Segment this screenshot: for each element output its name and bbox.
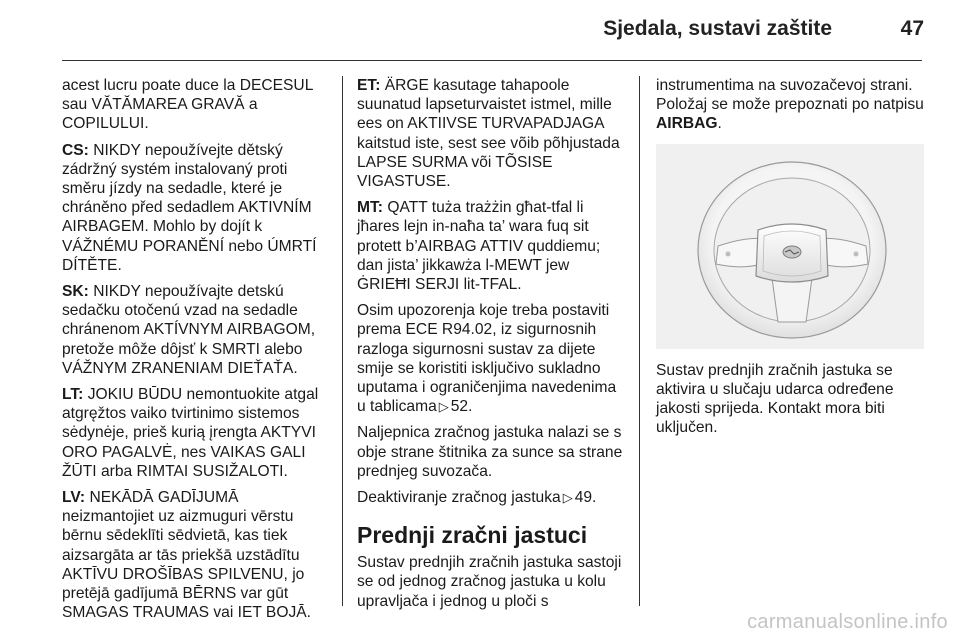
- watermark: carmanualsonline.info: [747, 611, 948, 633]
- warning-text: JOKIU BŪDU nemontuokite atgal atgręžtos vaiko tvirtinimo sistemos sėdynėje, prieš kurią įrengta AKTYVI ORO PAGALVĖ, nes VAIKAS GALI ŽŪTI arba RIMTAI SUSIŽALOTI.: [62, 386, 319, 480]
- deactivation-paragraph: [357, 488, 623, 507]
- text-column-2: [357, 76, 623, 618]
- warning-lt: [62, 385, 328, 481]
- warning-text: NIKDY nepoužívajte detskú sedačku otočenú vzad na sedadle chránenom AKTÍVNYM AIRBAGOM, pretože môže dôjsť k SMRTI alebo VÁŽNYM ZRANENIAM DIEŤAŤA.: [62, 283, 316, 377]
- page-reference-link[interactable]: 52.: [450, 398, 473, 416]
- header-rule: [62, 60, 922, 61]
- language-code: ET:: [357, 77, 381, 94]
- language-code: LV:: [62, 489, 86, 507]
- intro-paragraph: acest lucru poate duce la DECESUL sau VĂTĂMAREA GRAVĂ a COPILULUI.: [62, 77, 313, 133]
- page-reference-link[interactable]: 49.: [574, 489, 597, 507]
- language-code: MT:: [357, 199, 383, 217]
- page-number: 47: [900, 17, 924, 40]
- section-heading: Prednji zračni jastuci: [357, 522, 588, 549]
- page-ref-triangle-icon: ▷: [438, 399, 449, 415]
- paragraph-text: instrumentima na suvozačevoj strani. Položaj se može prepoznati po natpisu: [656, 77, 924, 114]
- section-paragraph: Sustav prednjih zračnih jastuka sastoji se od jednog zračnog jastuka u kolu upravljača i jednog u ploči s: [357, 554, 622, 610]
- airbag-label-paragraph: Naljepnica zračnog jastuka nalazi se s obje strane štitnika za sunce sa strane prednjeg suvozača.: [357, 424, 623, 480]
- page-ref-triangle-icon: ▷: [562, 490, 573, 506]
- language-code: CS:: [62, 141, 89, 159]
- column-divider-2: [639, 76, 640, 606]
- warning-sk: [62, 282, 328, 378]
- steering-wheel-figure: [656, 144, 924, 349]
- airbag-activation-paragraph: Sustav prednjih zračnih jastuka se aktivira u slučaju udarca određene jakosti sprijeda. Kontakt mora biti uključen.: [656, 361, 894, 437]
- airbag-inscription: AIRBAG: [656, 115, 718, 133]
- text-column-3: [656, 76, 924, 444]
- warning-cs: [62, 141, 328, 275]
- warning-text: QATT tuża trażżin għat-tfal li jħares lejn in-naħa ta’ wara fuq sit protett b’AIRBAG ATTIV quddiemu; dan jista’ jikkawża l-MEWT jew ĠRIEĦI SERJI lit-TFAL.: [357, 199, 601, 294]
- header-title: Sjedala, sustavi zaštite: [603, 17, 832, 40]
- steering-wheel-illustration: [656, 144, 924, 349]
- sentence-end: .: [717, 115, 722, 133]
- language-code: SK:: [62, 283, 89, 301]
- child-restraint-paragraph: [357, 301, 623, 416]
- paragraph-text: Osim upozorenja koje treba postaviti prema ECE R94.02, iz sigurnosnih razloga sigurnosni sustav za dijete smije se koristiti isključivo sukladno uputama i ograničenjima navedenima u tablicama: [357, 302, 617, 416]
- airbag-location-paragraph: [656, 76, 924, 134]
- language-code: LT:: [62, 386, 84, 404]
- column-divider-1: [342, 76, 343, 606]
- warning-text: ÄRGE kasutage tahapoole suunatud lapseturvaistet istmel, mille ees on AKTIIVSE TURVAPADJAGA kaitstud iste, sest see võib põhjustada LAPSE SURMA või TÕSISE VIGASTUSE.: [357, 77, 620, 191]
- warning-text: NEKĀDĀ GADĪJUMĀ neizmantojiet uz aizmuguri vērstu bērnu sēdeklīti sēdvietā, kas tiek aizsargāta ar tās priekšā uzstādītu AKTĪVU DROŠĪBAS SPILVENU, jo pretējā gadījumā BĒRNS var gūt SMAGAS TRAUMAS vai IET BOJĀ.: [62, 489, 311, 622]
- text-column-1: [62, 76, 328, 629]
- paragraph-text: Deaktiviranje zračnog jastuka: [357, 489, 561, 507]
- warning-lv: [62, 488, 328, 622]
- warning-text: NIKDY nepoužívejte dětský zádržný systém instalovaný proti směru jízdy na sedadle, které je chráněno před sedadlem AKTIVNÍM AIRBAGEM. Mohlo by dojít k VÁŽNÉMU PORANĚNÍ nebo ÚMRTÍ DÍTĚTE.: [62, 141, 317, 274]
- warning-et: [357, 76, 623, 191]
- warning-mt: [357, 198, 623, 294]
